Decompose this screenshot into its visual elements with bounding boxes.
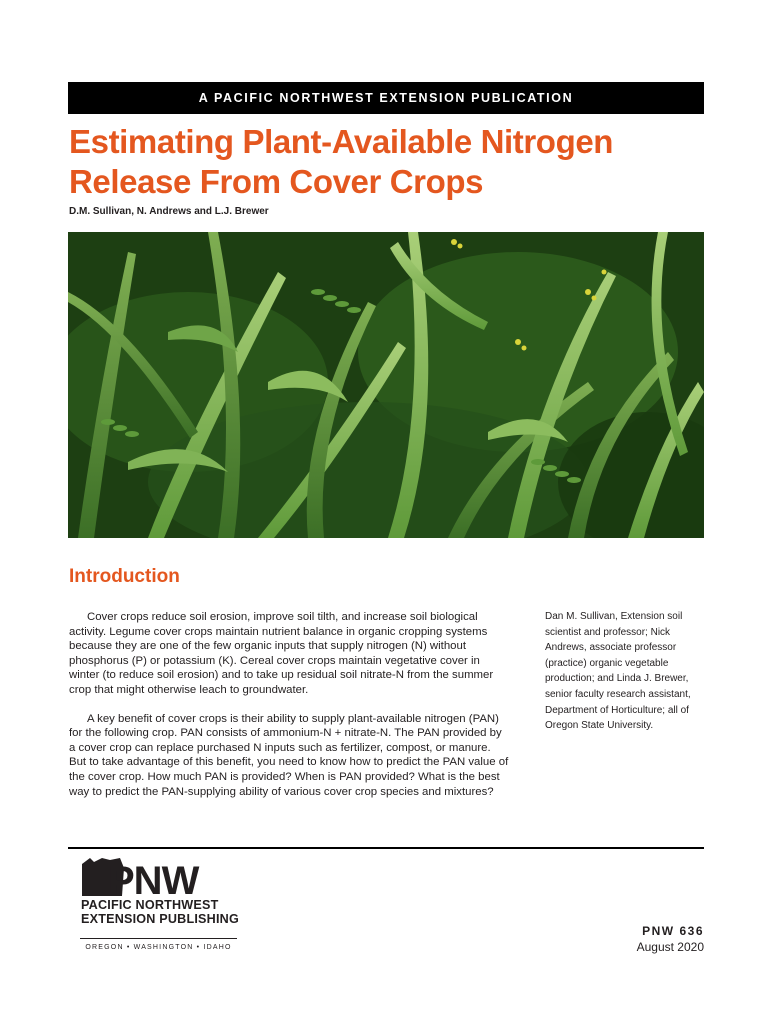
introduction-body <box>69 610 509 813</box>
page-title <box>69 122 709 202</box>
publication-number: PNW 636 <box>642 924 704 938</box>
author-affiliations: Dan M. Sullivan, Extension soil scientist and professor; Nick Andrews, associate professor (practice) organic vegetable production; and Linda J. Brewer, senior faculty research assistant, Department of Horticulture; all of Oregon State University. <box>545 611 691 732</box>
logo-name-line-2: EXTENSION PUBLISHING <box>81 912 239 926</box>
logo-states: OREGON • WASHINGTON • IDAHO <box>80 938 237 951</box>
authors-byline: D.M. Sullivan, N. Andrews and L.J. Brewer <box>69 206 269 217</box>
publication-date: August 2020 <box>636 940 704 954</box>
publication-banner: A PACIFIC NORTHWEST EXTENSION PUBLICATION <box>68 82 704 114</box>
title-line-2: Release From Cover Crops <box>69 163 484 200</box>
footer-divider <box>68 847 704 849</box>
logo-name-line-1: PACIFIC NORTHWEST <box>81 898 219 912</box>
paragraph: Cover crops reduce soil erosion, improve soil tilth, and increase soil biological activity. Legume cover crops maintain nutrient balance in organic cropping systems because they are one of the few organic inputs that supply nitrogen (N) without phosphorus (P) or potassium (K). Cereal cover crops maintain vegetative cover in winter (to reduce soil erosion) and to take up residual soil nitrate-N from the summer crop that might otherwise leach to groundwater. <box>69 611 494 696</box>
logo-mark-text: PNW <box>108 859 199 898</box>
pnw-map-logo-icon <box>80 856 237 898</box>
introduction-heading: Introduction <box>69 566 180 587</box>
pnw-logo <box>80 856 240 956</box>
title-line-1: Estimating Plant-Available Nitrogen <box>69 123 614 160</box>
cover-crop-photo <box>68 232 704 538</box>
logo-name <box>81 898 239 926</box>
paragraph: A key benefit of cover crops is their ability to supply plant-available nitrogen (PAN) for the following crop. PAN consists of ammonium-N + nitrate-N. The PAN provided by a cover crop can replace purchased N inputs such as fertilizer, compost, or manure. But to take advantage of this benefit, you need to know how to predict the PAN value of the cover crop. How much PAN is provided? When is PAN provided? What is the best way to predict the PAN-supplying ability of various cover crop species and mixtures? <box>69 712 509 798</box>
